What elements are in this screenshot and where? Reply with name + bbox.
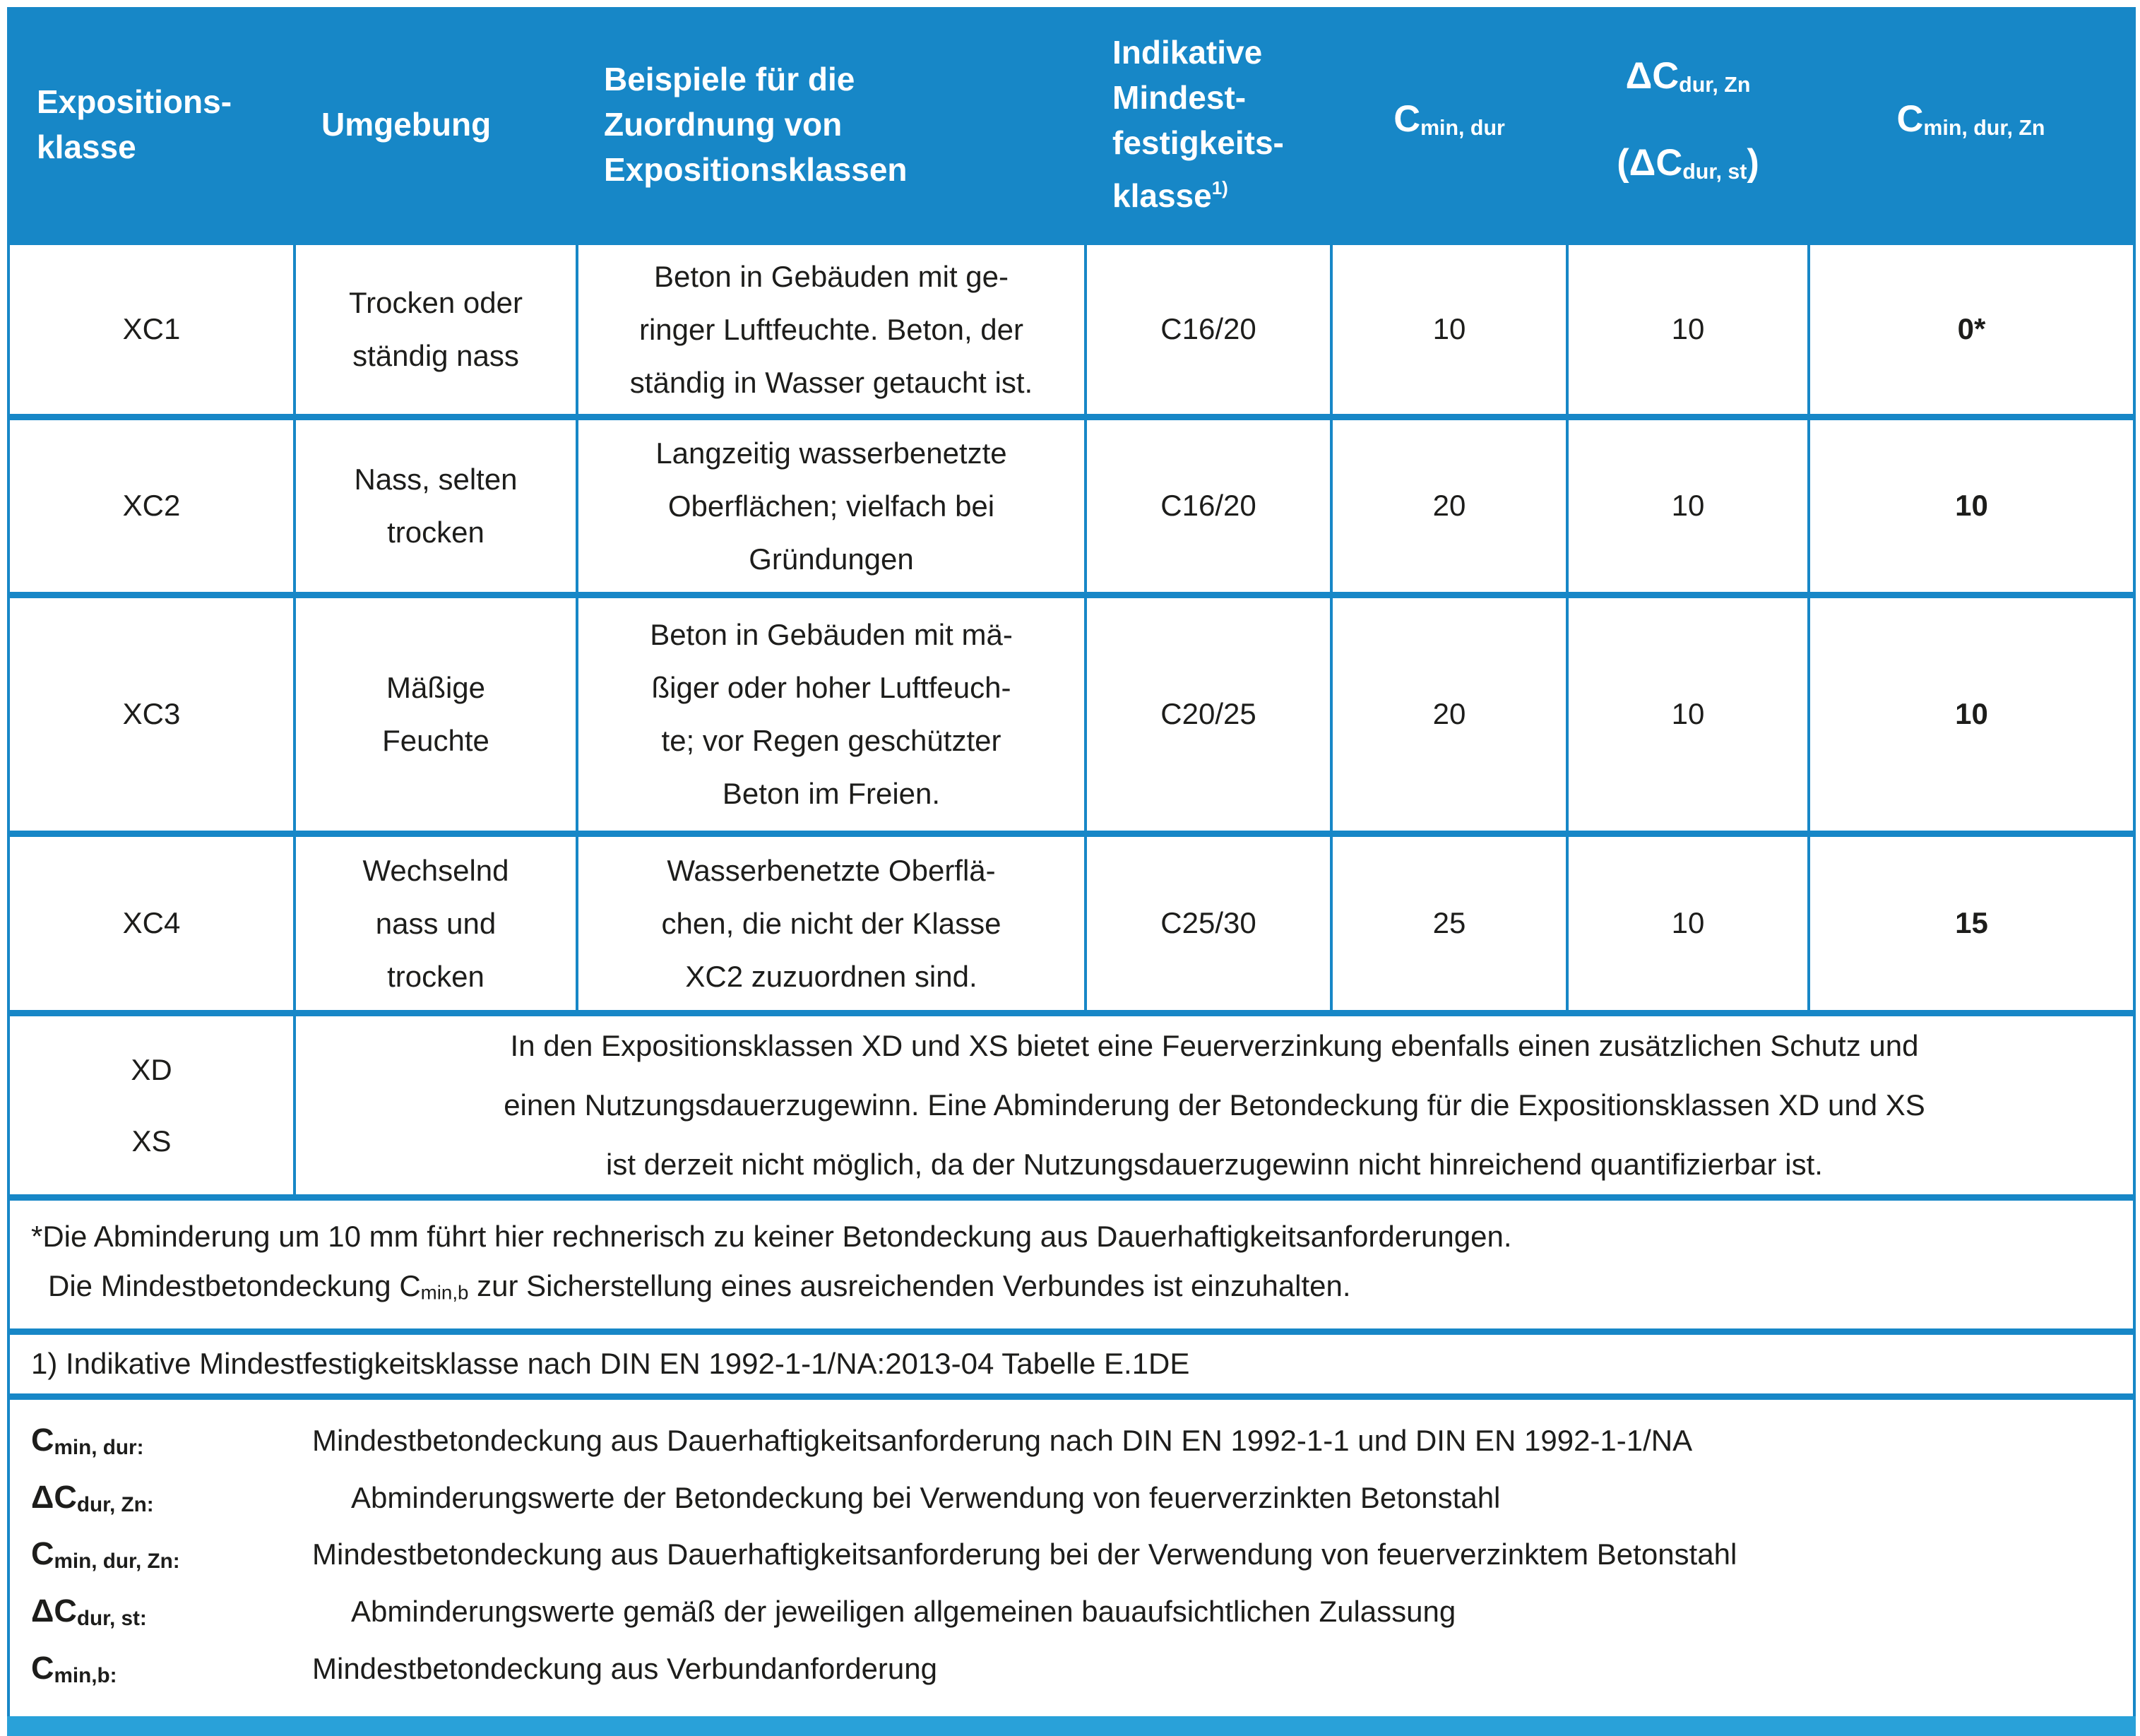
cell-beispiele: Beton in Gebäuden mit ge- ringer Luftfeuchte. Beton, der ständig in Wasser getaucht ist. <box>577 242 1086 417</box>
footnote-star-line2: Die Mindestbetondeckung Cmin,b zur Sicherstellung eines ausreichenden Verbundes ist einzuhalten. <box>48 1268 1351 1303</box>
footnote-marker: 1) <box>1211 177 1228 199</box>
table-row-xc4 <box>8 833 2134 1013</box>
cell-cmin-dur-zn: 15 <box>1809 833 2134 1013</box>
col-header-cmin-dur-zn: Cmin, dur, Zn <box>1809 8 2134 242</box>
table-header <box>8 8 2134 242</box>
header-label-line: Beispiele für die <box>604 60 855 97</box>
cell-delta-cdur-zn: 10 <box>1567 833 1809 1013</box>
footnote-star-cell <box>8 1197 2134 1331</box>
exposure-classes-table <box>7 7 2136 1736</box>
footnote-1-row <box>8 1331 2134 1396</box>
cell-festigkeitsklasse: C16/20 <box>1086 417 1331 595</box>
cell-umgebung: Wechselnd nass und trocken <box>295 833 577 1013</box>
cell-klasse-xd-xs: XD XS <box>8 1013 295 1197</box>
header-label-line: ΔCdur, Zn <box>1625 55 1751 97</box>
cell-cmin-dur: 20 <box>1331 595 1567 833</box>
cell-delta-cdur-zn: 10 <box>1567 242 1809 417</box>
header-label-line: Zuordnung von <box>604 105 843 143</box>
cell-klasse: XC4 <box>8 833 295 1013</box>
legend-item-cmin-dur-zn <box>31 1529 2112 1586</box>
cell-festigkeitsklasse: C20/25 <box>1086 595 1331 833</box>
legend-item-delta-cdur-zn <box>31 1473 2112 1530</box>
legend-term: Cmin,b: <box>31 1649 117 1687</box>
col-header-delta-cdur <box>1567 8 1809 242</box>
col-header-cmin-dur: Cmin, dur <box>1331 8 1567 242</box>
cell-beispiele: Langzeitig wasserbenetzte Oberflächen; vielfach bei Gründungen <box>577 417 1086 595</box>
col-header-beispiele <box>577 8 1086 242</box>
cell-klasse: XC3 <box>8 595 295 833</box>
legend-item-cmin-dur <box>31 1415 2112 1473</box>
header-label-line: festigkeits- <box>1112 124 1284 162</box>
cell-umgebung: Nass, selten trocken <box>295 417 577 595</box>
cell-cmin-dur-zn: 10 <box>1809 417 2134 595</box>
header-label-line: (ΔCdur, st) <box>1617 142 1759 184</box>
table-row-xc1 <box>8 242 2134 417</box>
legend-description: Abminderungswerte der Betondeckung bei Verwendung von feuerverzinkten Betonstahl <box>351 1480 1501 1514</box>
cell-beispiele: Wasserbenetzte Oberflä- chen, die nicht der Klasse XC2 zuzuordnen sind. <box>577 833 1086 1013</box>
table-body <box>8 242 2134 1726</box>
col-header-mindestfestigkeitsklasse <box>1086 8 1331 242</box>
cell-beispiele: Beton in Gebäuden mit mä- ßiger oder hoher Luftfeuch- te; vor Regen geschützter Beton im Freien. <box>577 595 1086 833</box>
cell-cmin-dur: 25 <box>1331 833 1567 1013</box>
table-row-xc2 <box>8 417 2134 595</box>
cell-klasse: XC1 <box>8 242 295 417</box>
legend-item-delta-cdur-st <box>31 1586 2112 1643</box>
cell-festigkeitsklasse: C16/20 <box>1086 242 1331 417</box>
legend-item-cmin-b <box>31 1643 2112 1701</box>
header-row <box>8 8 2134 242</box>
cell-cmin-dur-zn: 10 <box>1809 595 2134 833</box>
footnote-star-row <box>8 1197 2134 1331</box>
cell-delta-cdur-zn: 10 <box>1567 417 1809 595</box>
header-label-line: Indikative <box>1112 34 1263 71</box>
table-row-xc3 <box>8 595 2134 833</box>
cell-delta-cdur-zn: 10 <box>1567 595 1809 833</box>
legend-row <box>8 1396 2134 1725</box>
col-header-expositionsklasse <box>8 8 295 242</box>
cell-cmin-dur-zn: 0* <box>1809 242 2134 417</box>
legend-description: Mindestbetondeckung aus Verbundanforderung <box>312 1651 937 1685</box>
legend-term: Cmin, dur, Zn: <box>31 1535 180 1574</box>
cell-umgebung: Trocken oder ständig nass <box>295 242 577 417</box>
header-label-line: Umgebung <box>321 105 492 143</box>
legend-term: ΔCdur, Zn: <box>31 1478 154 1516</box>
legend-description: Mindestbetondeckung aus Dauerhaftigkeitsanforderung bei der Verwendung von feuerverzinktem Betonstahl <box>312 1538 1737 1571</box>
cell-umgebung: Mäßige Feuchte <box>295 595 577 833</box>
header-label-line: Expositions- <box>37 83 232 120</box>
header-label-line: klasse$^{1)}$ <box>1112 177 1228 215</box>
table-row-xd-xs <box>8 1013 2134 1197</box>
cell-xd-xs-note: In den Expositionsklassen XD und XS bietet eine Feuerverzinkung ebenfalls einen zusätzlichen Schutz und einen Nutzungsdauerzugewinn. Eine Abminderung der Betondeckung für die Expositionsklassen XD und XS ist derzeit nicht möglich, da der Nutzungsdauerzugewinn nicht hinreichend quantifizierbar ist. <box>295 1013 2134 1197</box>
legend-description: Abminderungswerte gemäß der jeweiligen allgemeinen bauaufsichtlichen Zulassung <box>351 1595 1456 1629</box>
header-label-line: klasse <box>37 128 136 165</box>
header-label-line: Mindest- <box>1112 79 1247 117</box>
footnote-1-cell: 1) Indikative Mindestfestigkeitsklasse nach DIN EN 1992-1-1/NA:2013-04 Tabelle E.1DE <box>8 1331 2134 1396</box>
cell-klasse: XC2 <box>8 417 295 595</box>
cell-cmin-dur: 10 <box>1331 242 1567 417</box>
legend-term: ΔCdur, st: <box>31 1593 147 1630</box>
footnote-star-line1: *Die Abminderung um 10 mm führt hier rechnerisch zu keiner Betondeckung aus Dauerhaftigkeitsanforderungen. <box>31 1219 1512 1253</box>
legend-cell <box>8 1396 2134 1725</box>
legend-term: Cmin, dur: <box>31 1421 144 1459</box>
header-label-line: Expositionsklassen <box>604 150 908 188</box>
cell-cmin-dur: 20 <box>1331 417 1567 595</box>
legend-description: Mindestbetondeckung aus Dauerhaftigkeitsanforderung nach DIN EN 1992-1-1 und DIN EN 1992-1-1/NA <box>312 1423 1693 1457</box>
col-header-umgebung <box>295 8 577 242</box>
cell-festigkeitsklasse: C25/30 <box>1086 833 1331 1013</box>
